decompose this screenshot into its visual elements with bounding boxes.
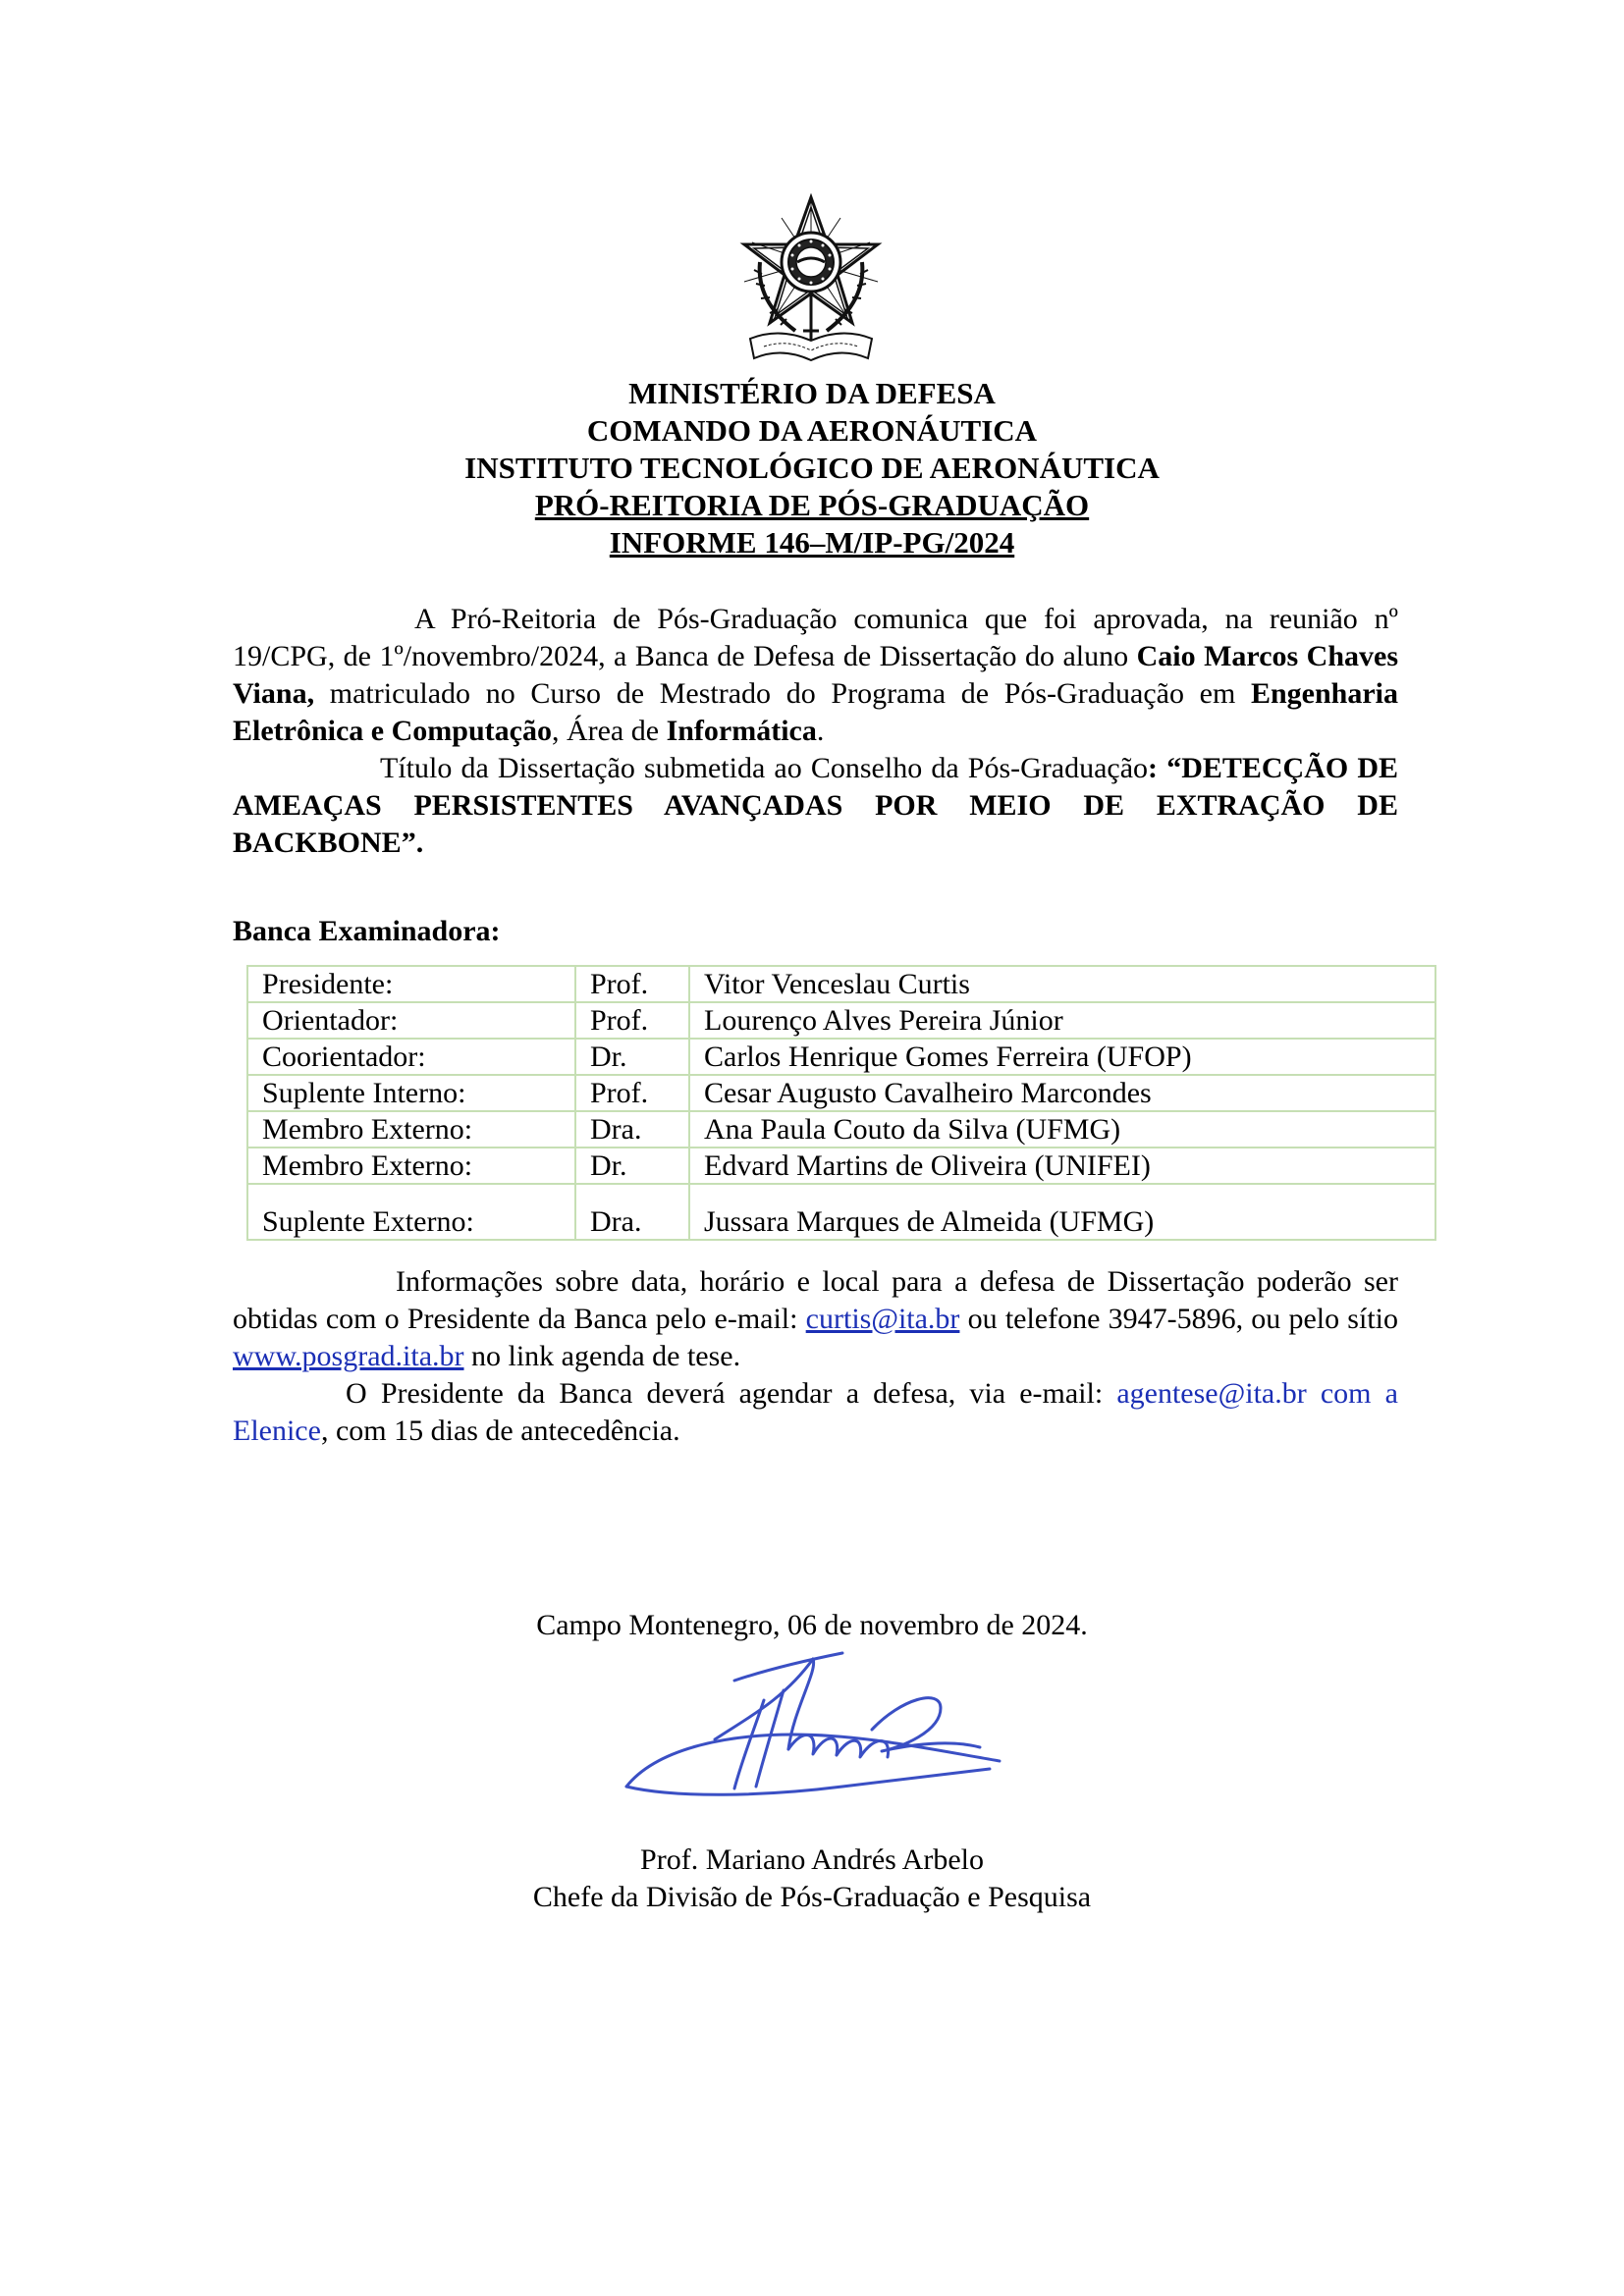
table-row	[247, 1111, 1435, 1148]
header-pro-rectorate-text: PRÓ-REITORIA DE PÓS-GRADUAÇÃO	[534, 488, 1090, 522]
table-row	[247, 1075, 1435, 1111]
committee-member-name: Jussara Marques de Almeida (UFMG)	[689, 1184, 1435, 1240]
header-pro-rectorate	[0, 487, 1624, 524]
contact-text-a: Informações sobre data, horário e local para a defesa de Dissertação poderão ser obtidas com o Presidente da Banca pelo e-mail:	[233, 1265, 1398, 1335]
committee-title: Dra.	[575, 1111, 689, 1148]
table-row	[247, 966, 1435, 1002]
committee-title: Prof.	[575, 1075, 689, 1111]
committee-title: Dr.	[575, 1039, 689, 1075]
contact-text-c: no link agenda de tese.	[463, 1340, 741, 1372]
thesis-title: “DETECÇÃO DE AMEAÇAS PERSISTENTES AVANÇADAS POR MEIO DE EXTRAÇÃO DE BACKBONE”.	[233, 752, 1399, 859]
committee-role: Membro Externo:	[247, 1148, 575, 1184]
committee-title: Dra.	[575, 1184, 689, 1240]
committee-member-name: Ana Paula Couto da Silva (UFMG)	[689, 1111, 1435, 1148]
announcement-text-c: , Área de	[551, 715, 667, 747]
table-row	[247, 1148, 1435, 1184]
table-row	[247, 1002, 1435, 1039]
committee-role: Suplente Externo:	[247, 1184, 575, 1240]
committee-member-name: Carlos Henrique Gomes Ferreira (UFOP)	[689, 1039, 1435, 1075]
committee-table	[246, 965, 1436, 1241]
student-name: Caio Marcos Chaves Viana,	[233, 640, 1398, 710]
table-row	[247, 1184, 1435, 1240]
contact-paragraph	[233, 1263, 1398, 1375]
coat-of-arms-emblem-icon	[732, 193, 890, 368]
announcement-text-b: matriculado no Curso de Mestrado do Programa de Pós-Graduação em	[314, 677, 1251, 710]
signer-name: Prof. Mariano Andrés Arbelo	[640, 1843, 984, 1876]
scheduling-email-link[interactable]: agentese@ita.br com a Elenice	[233, 1377, 1398, 1447]
committee-role: Membro Externo:	[247, 1111, 575, 1148]
announcement-text-d: .	[816, 715, 825, 747]
thesis-intro-colon: :	[1148, 752, 1159, 784]
committee-role: Presidente:	[247, 966, 575, 1002]
header-command: COMANDO DA AERONÁUTICA	[586, 413, 1038, 448]
president-email-link[interactable]: curtis@ita.br	[805, 1303, 960, 1335]
program-name: Engenharia Eletrônica e Computação	[233, 677, 1398, 747]
committee-role: Coorientador:	[247, 1039, 575, 1075]
signature-icon	[617, 1641, 1009, 1808]
scheduling-text-b: , com 15 dias de antecedência.	[320, 1415, 680, 1447]
thesis-paragraph	[233, 750, 1398, 862]
place-and-date: Campo Montenegro, 06 de novembro de 2024.	[536, 1609, 1088, 1641]
signer-role: Chefe da Divisão de Pós-Graduação e Pesquisa	[532, 1881, 1092, 1913]
committee-title: Prof.	[575, 966, 689, 1002]
website-link[interactable]: www.posgrad.ita.br	[233, 1340, 464, 1372]
announcement-text-a: A Pró-Reitoria de Pós-Graduação comunica que foi aprovada, na reunião nº 19/CPG, de 1º/novembro/2024, a Banca de Defesa de Dissertação do aluno	[233, 603, 1398, 672]
header-ministry: MINISTÉRIO DA DEFESA	[628, 376, 996, 410]
committee-label: Banca Examinadora:	[233, 915, 501, 947]
header-report-number	[0, 524, 1624, 561]
committee-member-name: Edvard Martins de Oliveira (UNIFEI)	[689, 1148, 1435, 1184]
header-report-number-text: INFORME 146–M/IP-PG/2024	[609, 525, 1015, 560]
scheduling-paragraph	[233, 1375, 1398, 1450]
announcement-paragraph	[233, 601, 1398, 750]
committee-title: Dr.	[575, 1148, 689, 1184]
scheduling-text-a: O Presidente da Banca deverá agendar a defesa, via e-mail:	[346, 1377, 1117, 1410]
committee-title: Prof.	[575, 1002, 689, 1039]
header-institute: INSTITUTO TECNOLÓGICO DE AERONÁUTICA	[464, 451, 1160, 485]
contact-text-b: ou telefone 3947-5896, ou pelo sítio	[959, 1303, 1398, 1335]
area-name: Informática	[666, 715, 817, 747]
committee-member-name: Vitor Venceslau Curtis	[689, 966, 1435, 1002]
committee-member-name: Lourenço Alves Pereira Júnior	[689, 1002, 1435, 1039]
committee-member-name: Cesar Augusto Cavalheiro Marcondes	[689, 1075, 1435, 1111]
committee-role: Suplente Interno:	[247, 1075, 575, 1111]
committee-role: Orientador:	[247, 1002, 575, 1039]
table-row	[247, 1039, 1435, 1075]
thesis-intro-text: Título da Dissertação submetida ao Conselho da Pós-Graduação	[380, 752, 1149, 784]
